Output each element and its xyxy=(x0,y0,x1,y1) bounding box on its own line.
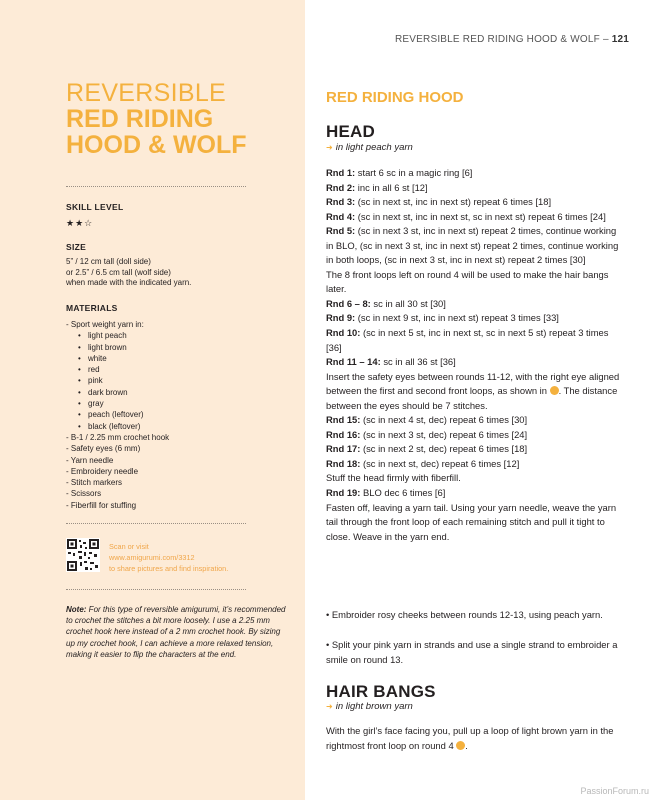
round-line: Rnd 5: (sc in next 3 st, inc in next st) repeat 2 times, continue working in BLO, (sc in next 3 st, inc in next st) repeat 2 times, continue working in both loops, (sc in next 3 st, inc in next st) repeat 2 times [30] xyxy=(326,225,619,266)
title-line-2: RED RIDING xyxy=(66,105,214,133)
hair-yarn-note: ➜ in light brown yarn xyxy=(326,701,413,712)
figure-marker-icon xyxy=(456,741,465,750)
round-line: Rnd 16: (sc in next 3 st, dec) repeat 6 times [24] xyxy=(326,428,528,440)
note-text: For this type of reversible amigurumi, it’s recommended to crochet the stitches a bit more loosely. I use a 2.25 mm crochet hook here instead of a 2 mm crochet hook. By sizing up my crochet hook, I can achieve a more relaxed tension, making it easier to flip the characters at the end. xyxy=(66,605,286,659)
embroidery-bullets xyxy=(326,638,626,667)
divider xyxy=(66,186,246,187)
qr-url-link[interactable]: www.amigurumi.com/3312 xyxy=(109,553,195,562)
note-label: Note: xyxy=(66,605,87,614)
round-line: Rnd 2: inc in all 6 st [12] xyxy=(326,181,428,193)
note-paragraph xyxy=(66,604,288,660)
round-line: Rnd 18: (sc in next st, dec) repeat 6 times [12] xyxy=(326,457,520,469)
size-line: when made with the indicated yarn. xyxy=(66,278,192,287)
embroidery-bullets xyxy=(326,608,626,623)
materials-item: - Stitch markers xyxy=(66,478,123,488)
materials-item: - Scissors xyxy=(66,489,102,499)
yarn-color: • white xyxy=(78,353,107,363)
qr-caption-line: Scan or visit xyxy=(109,542,149,551)
materials-heading: MATERIALS xyxy=(66,303,118,313)
yarn-color: • light brown xyxy=(78,342,127,352)
divider xyxy=(66,523,246,524)
round-line: Rnd 6 – 8: sc in all 30 st [30] xyxy=(326,297,446,309)
arrow-icon: ➜ xyxy=(326,702,333,711)
arrow-icon: ➜ xyxy=(326,143,333,152)
title-line-1: REVERSIBLE xyxy=(66,79,227,107)
eyes-instruction: Insert the safety eyes between rounds 11-12, with the right eye aligned between the first and second front loops, as shown in . The distance between the eyes should be 7 stitches. xyxy=(326,370,620,411)
round-line: Rnd 4: (sc in next st, inc in next st, sc in next st) repeat 6 times [24] xyxy=(326,210,606,222)
materials-item: - Sport weight yarn in: xyxy=(66,320,144,329)
running-header-text: REVERSIBLE RED RIDING HOOD & WOLF – xyxy=(395,34,609,45)
sidebar-panel xyxy=(0,0,305,800)
round-line: Rnd 17: (sc in next 2 st, dec) repeat 6 times [18] xyxy=(326,443,528,455)
qr-caption-line: to share pictures and find inspiration. xyxy=(109,564,229,573)
yarn-color: • pink xyxy=(78,376,103,386)
bullet-item: • Split your pink yarn in strands and use a single strand to embroider a smile on round 13. xyxy=(326,639,618,665)
figure-marker-icon xyxy=(550,386,559,395)
yarn-color: • light peach xyxy=(78,331,127,341)
materials-item: - B-1 / 2.25 mm crochet hook xyxy=(66,432,170,442)
qr-caption xyxy=(109,541,228,574)
round-line: Rnd 11 – 14: sc in all 36 st [36] xyxy=(326,356,456,368)
running-header xyxy=(395,34,629,45)
divider xyxy=(66,589,246,590)
page-number: 121 xyxy=(611,34,629,45)
yarn-color: • peach (leftover) xyxy=(78,410,144,420)
round-line: Rnd 9: (sc in next 9 st, inc in next st) repeat 3 times [33] xyxy=(326,312,559,324)
skill-stars: ★★☆ xyxy=(66,218,94,228)
yarn-color: • dark brown xyxy=(78,387,128,397)
instruction-line: Fasten off, leaving a yarn tail. Using your yarn needle, weave the yarn tail through the front loop of each remaining stitch and pull it tight to close. Weave in the yarn end. xyxy=(326,501,617,542)
materials-item: - Safety eyes (6 mm) xyxy=(66,444,141,454)
materials-list xyxy=(66,319,169,511)
hair-heading: HAIR BANGS xyxy=(326,682,436,701)
section-title: RED RIDING HOOD xyxy=(326,89,464,106)
size-heading: SIZE xyxy=(66,242,87,252)
round-line: Rnd 10: (sc in next 5 st, inc in next st, sc in next 5 st) repeat 3 times [36] xyxy=(326,327,609,353)
materials-item: - Embroidery needle xyxy=(66,466,139,476)
instruction-line: The 8 front loops left on round 4 will be used to make the hair bangs later. xyxy=(326,268,609,295)
yarn-color: • red xyxy=(78,365,100,375)
size-text xyxy=(66,257,191,289)
round-line: Rnd 1: start 6 sc in a magic ring [6] xyxy=(326,167,473,178)
instruction-line: Stuff the head firmly with fiberfill. xyxy=(326,472,461,484)
pattern-title xyxy=(66,80,296,158)
round-line: Rnd 15: (sc in next 4 st, dec) repeat 6 times [30] xyxy=(326,414,528,426)
head-heading: HEAD xyxy=(326,122,375,141)
hair-instructions: With the girl’s face facing you, pull up a loop of light brown yarn in the rightmost front loop on round 4 . xyxy=(326,725,614,751)
size-line: or 2.5” / 6.5 cm tall (wolf side) xyxy=(66,267,171,277)
materials-item: - Fiberfill for stuffing xyxy=(66,500,137,510)
head-yarn-note: ➜ in light peach yarn xyxy=(326,142,413,153)
title-line-3: HOOD & WOLF xyxy=(66,131,247,159)
round-line: Rnd 19: BLO dec 6 times [6] xyxy=(326,487,446,499)
round-line: Rnd 3: (sc in next st, inc in next st) repeat 6 times [18] xyxy=(326,196,552,208)
watermark: PassionForum.ru xyxy=(580,786,649,796)
yarn-color: • gray xyxy=(78,399,104,409)
skill-heading: SKILL LEVEL xyxy=(66,202,124,212)
materials-item: - Yarn needle xyxy=(66,455,114,465)
bullet-item: • Embroider rosy cheeks between rounds 12-13, using peach yarn. xyxy=(326,609,603,620)
yarn-color: • black (leftover) xyxy=(78,421,141,431)
size-line: 5” / 12 cm tall (doll side) xyxy=(66,257,151,266)
head-instructions xyxy=(326,166,626,544)
qr-code-icon[interactable] xyxy=(66,538,100,572)
